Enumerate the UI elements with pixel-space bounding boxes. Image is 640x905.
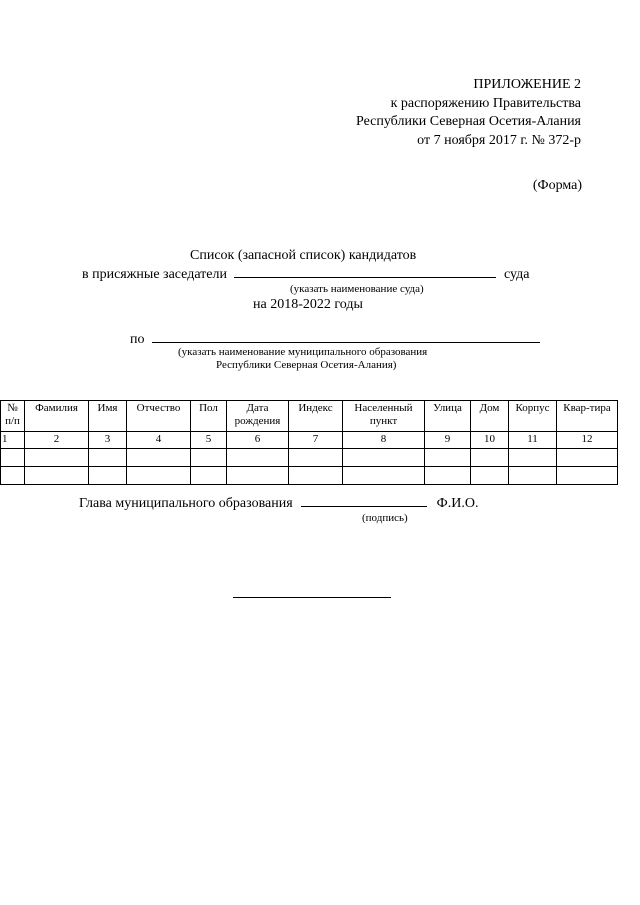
signature-hint: (подпись) (362, 512, 408, 524)
column-number-cell: 3 (89, 432, 127, 449)
appendix-line-order: к распоряжению Правительства (390, 95, 581, 111)
title-jurors-suffix: суда (503, 267, 530, 282)
header-cell-patronymic: Отчество (127, 401, 191, 432)
signature-line (79, 494, 478, 512)
appendix-line-date: от 7 ноября 2017 г. № 372-р (417, 132, 581, 148)
empty-cell (425, 467, 471, 485)
municipality-hint-2: Республики Северная Осетия-Алания) (216, 359, 397, 371)
column-number-cell: 5 (191, 432, 227, 449)
years-line: на 2018-2022 годы (253, 297, 363, 312)
empty-cell (557, 467, 618, 485)
empty-cell (1, 449, 25, 467)
header-cell-surname: Фамилия (25, 401, 89, 432)
column-number-cell: 9 (425, 432, 471, 449)
empty-cell (89, 449, 127, 467)
empty-cell (425, 449, 471, 467)
header-cell-number: № п/п (1, 401, 25, 432)
empty-cell (289, 449, 343, 467)
table-column-numbers-row (1, 432, 618, 449)
municipality-prefix: по (130, 332, 145, 347)
empty-cell (289, 467, 343, 485)
empty-cell (25, 467, 89, 485)
empty-cell (227, 467, 289, 485)
court-name-hint: (указать наименование суда) (290, 283, 424, 295)
table-row (1, 449, 618, 467)
municipality-blank (152, 330, 540, 343)
empty-cell (509, 467, 557, 485)
column-number-cell: 7 (289, 432, 343, 449)
column-number-cell: 1 (1, 432, 25, 449)
header-cell-street: Улица (425, 401, 471, 432)
appendix-header (251, 76, 581, 150)
header-cell-locality: Населенный пункт (343, 401, 425, 432)
empty-cell (343, 467, 425, 485)
appendix-line-republic: Республики Северная Осетия-Алания (356, 114, 581, 129)
title-jurors-line (82, 265, 529, 283)
empty-cell (557, 449, 618, 467)
table-header-row (1, 401, 618, 432)
column-number-cell: 8 (343, 432, 425, 449)
signature-prefix: Глава муниципального образования (79, 496, 293, 511)
signature-blank (301, 494, 427, 507)
empty-cell (89, 467, 127, 485)
column-number-cell: 11 (509, 432, 557, 449)
signature-fio: Ф.И.О. (436, 496, 479, 511)
header-cell-house: Дом (471, 401, 509, 432)
empty-cell (471, 467, 509, 485)
empty-cell (471, 449, 509, 467)
empty-cell (1, 467, 25, 485)
column-number-cell: 12 (557, 432, 618, 449)
header-cell-building: Корпус (509, 401, 557, 432)
empty-cell (343, 449, 425, 467)
column-number-cell: 2 (25, 432, 89, 449)
document-end-divider (233, 597, 391, 598)
empty-cell (227, 449, 289, 467)
header-cell-name: Имя (89, 401, 127, 432)
header-cell-sex: Пол (191, 401, 227, 432)
empty-cell (127, 467, 191, 485)
empty-cell (25, 449, 89, 467)
form-label: (Форма) (532, 178, 582, 193)
header-cell-birthdate: Дата рождения (227, 401, 289, 432)
table-row (1, 467, 618, 485)
header-cell-apartment: Квар-тира (557, 401, 618, 432)
column-number-cell: 4 (127, 432, 191, 449)
empty-cell (191, 467, 227, 485)
appendix-title: ПРИЛОЖЕНИЕ 2 (473, 77, 581, 92)
empty-cell (127, 449, 191, 467)
empty-cell (191, 449, 227, 467)
column-number-cell: 6 (227, 432, 289, 449)
header-cell-postcode: Индекс (289, 401, 343, 432)
column-number-cell: 10 (471, 432, 509, 449)
title-jurors-prefix: в присяжные заседатели (82, 267, 227, 282)
document-title: Список (запасной список) кандидатов (190, 248, 417, 263)
empty-cell (509, 449, 557, 467)
municipality-hint-1: (указать наименование муниципального образования (178, 346, 428, 358)
court-name-blank (234, 265, 496, 278)
candidates-table (0, 400, 618, 485)
